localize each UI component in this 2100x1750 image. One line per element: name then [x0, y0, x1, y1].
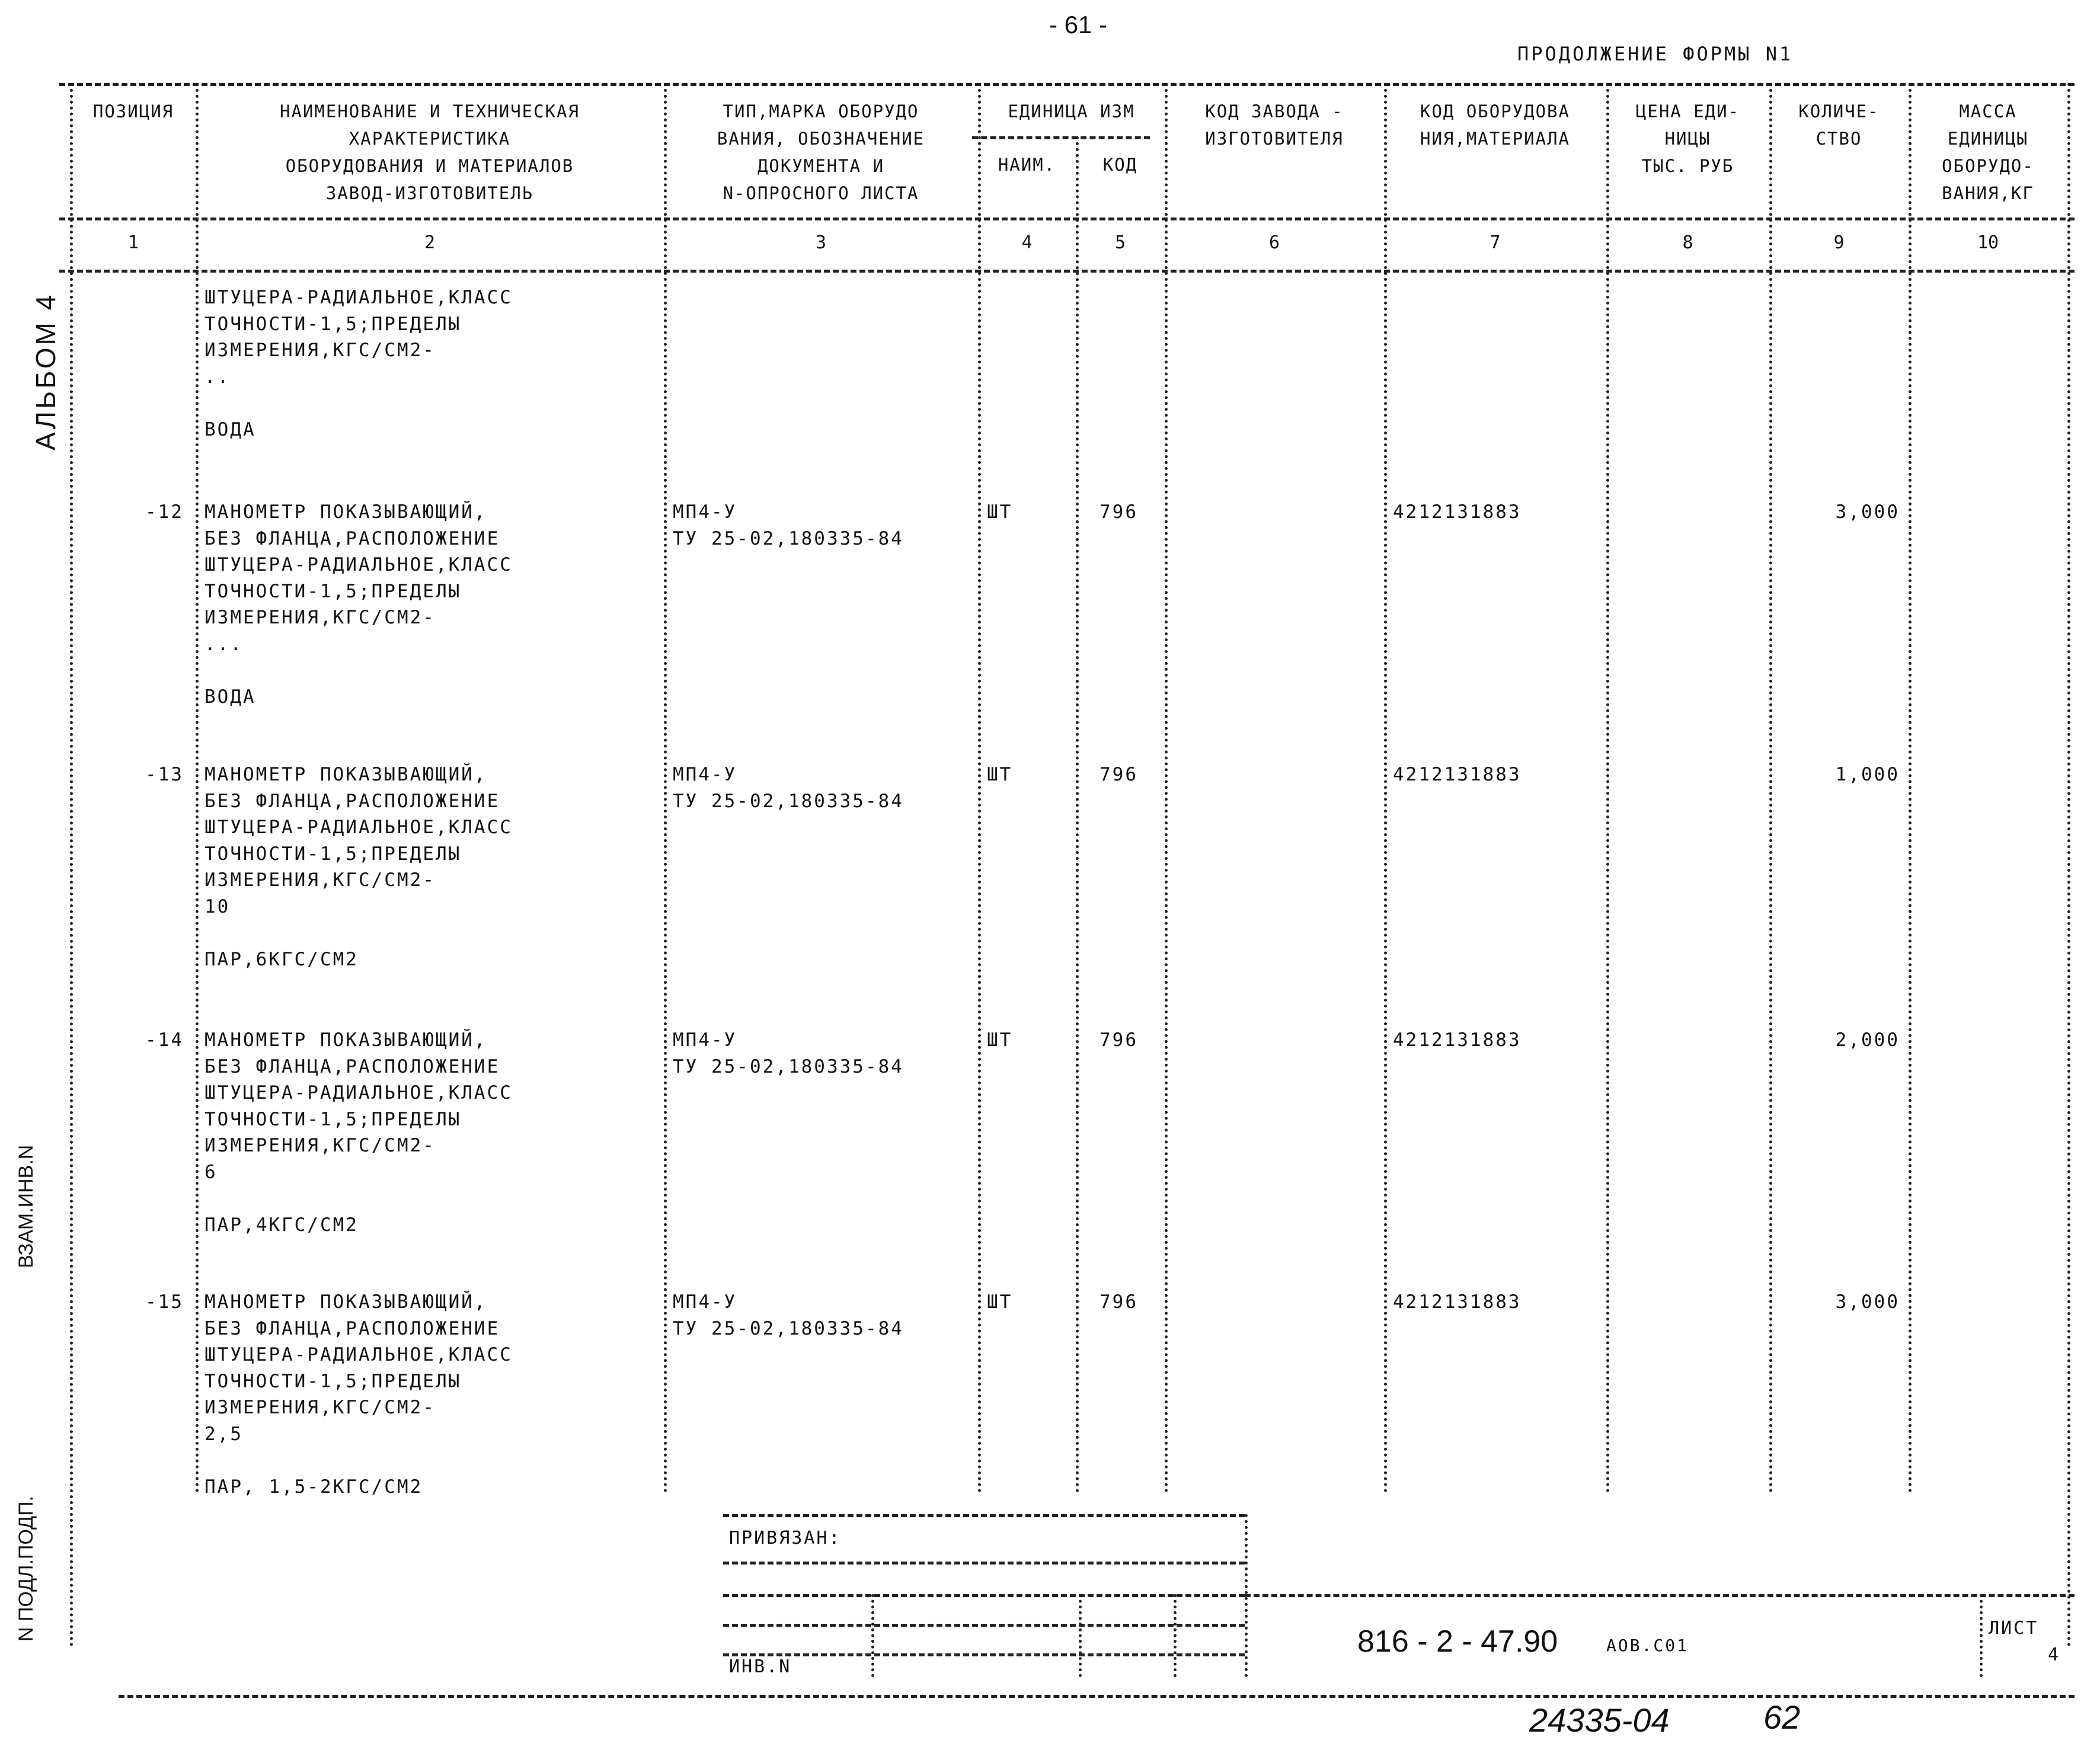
col-number-5: 5: [1114, 232, 1126, 253]
equipment-code-cell: 4212131883: [1393, 501, 1522, 523]
col-border-5: [1165, 83, 1168, 1493]
col-border-9: [1909, 83, 1912, 1493]
header-bottom-border: [59, 217, 2075, 220]
col-number-1: 1: [127, 232, 139, 253]
quantity-cell: 3,000: [1835, 1291, 1900, 1313]
equipment-code-cell: 4212131883: [1393, 764, 1522, 785]
sheet-label: ЛИСТ: [1989, 1618, 2039, 1639]
col-number-4: 4: [1021, 232, 1033, 253]
page-number: - 61 -: [1049, 11, 1108, 39]
unit-code-cell: 796: [1099, 501, 1138, 523]
column-numbers-border: [59, 270, 2075, 273]
col-number-10: 10: [1977, 232, 1999, 253]
col-border-right: [2067, 83, 2070, 1647]
col-border-4: [1076, 136, 1079, 1493]
header-quantity: КОЛИЧЕ- СТВО: [1798, 101, 1880, 149]
type-cell: МП4-У ТУ 25-02,180335-84: [673, 764, 904, 812]
col-number-2: 2: [424, 232, 436, 253]
header-type-mark: ТИП,МАРКА ОБОРУДО ВАНИЯ, ОБОЗНАЧЕНИЕ ДОКУМЕНТА И N-ОПРОСНОГО ЛИСТА: [717, 101, 925, 203]
col-border-8: [1769, 83, 1772, 1493]
header-unit-code: КОД: [1102, 155, 1138, 175]
description-cell: МАНОМЕТР ПОКАЗЫВАЮЩИЙ, БЕЗ ФЛАНЦА,РАСПОЛОЖЕНИЕ ШТУЦЕРА-РАДИАЛЬНОЕ,КЛАСС ТОЧНОСТИ-1,5;ПРЕДЕЛЫ ИЗМЕРЕНИЯ,КГС/СМ2- 2,5 ПАР, 1,5-2КГС/СМ2: [204, 1291, 513, 1498]
unit-code-cell: 796: [1099, 1291, 1138, 1313]
equipment-code-cell: 4212131883: [1393, 1291, 1522, 1313]
header-unit-price: ЦЕНА ЕДИ- НИЦЫ ТЫС. РУБ: [1635, 101, 1740, 176]
archive-page: 62: [1763, 1698, 1801, 1736]
unit-name-cell: ШТ: [987, 1029, 1013, 1051]
unit-name-cell: ШТ: [987, 1291, 1013, 1313]
description-cell: МАНОМЕТР ПОКАЗЫВАЮЩИЙ, БЕЗ ФЛАНЦА,РАСПОЛОЖЕНИЕ ШТУЦЕРА-РАДИАЛЬНОЕ,КЛАСС ТОЧНОСТИ-1,5;ПРЕДЕЛЫ ИЗМЕРЕНИЯ,КГС/СМ2- 6 ПАР,4КГС/СМ2: [204, 1029, 513, 1236]
original-signature-label: N ПОДЛ.ПОДП.: [15, 1496, 37, 1642]
carried-description: ШТУЦЕРА-РАДИАЛЬНОЕ,КЛАСС ТОЧНОСТИ-1,5;ПРЕДЕЛЫ ИЗМЕРЕНИЯ,КГС/СМ2- .. ВОДА: [204, 287, 513, 440]
replacement-inventory-label: ВЗАМ.ИНВ.N: [15, 1144, 37, 1268]
col-number-6: 6: [1268, 232, 1280, 253]
unit-name-cell: ШТ: [987, 501, 1013, 523]
unit-name-cell: ШТ: [987, 764, 1013, 785]
title-block-border: [1245, 1594, 2075, 1597]
header-name-characteristics: НАИМЕНОВАНИЕ И ТЕХНИЧЕСКАЯ ХАРАКТЕРИСТИКА ОБОРУДОВАНИЯ И МАТЕРИАЛОВ ЗАВОД-ИЗГОТОВИТЕЛЬ: [280, 101, 580, 203]
archive-code: 24335-04: [1529, 1701, 1670, 1739]
col-border-6: [1384, 83, 1387, 1493]
sheet-box-border: [1980, 1594, 1983, 1677]
table-top-border: [59, 83, 2075, 86]
equipment-code-cell: 4212131883: [1393, 1029, 1522, 1051]
position-cell: -15: [145, 1291, 184, 1313]
position-cell: -12: [145, 501, 184, 523]
header-unit-name: НАИМ.: [998, 155, 1056, 175]
position-cell: -13: [145, 764, 184, 785]
album-label: АЛЬБОМ 4: [30, 292, 61, 450]
header-position: ПОЗИЦИЯ: [92, 101, 174, 121]
document-suffix: АОВ.С01: [1606, 1636, 1689, 1655]
document-designation: 816 - 2 - 47.90: [1357, 1624, 1558, 1659]
quantity-cell: 2,000: [1835, 1029, 1900, 1051]
header-unit-mass: МАССА ЕДИНИЦЫ ОБОРУДО- ВАНИЯ,КГ: [1942, 101, 2034, 203]
col-border-left: [70, 83, 73, 1647]
type-cell: МП4-У ТУ 25-02,180335-84: [673, 501, 904, 549]
type-cell: МП4-У ТУ 25-02,180335-84: [673, 1029, 904, 1077]
header-manufacturer-code: КОД ЗАВОДА - ИЗГОТОВИТЕЛЯ: [1205, 101, 1344, 149]
type-cell: МП4-У ТУ 25-02,180335-84: [673, 1291, 904, 1339]
position-cell: -14: [145, 1029, 184, 1051]
col-border-3: [978, 83, 981, 1493]
unit-code-cell: 796: [1099, 1029, 1138, 1051]
attached-by-label: ПРИВЯЗАН:: [729, 1528, 842, 1549]
unit-subheader-border: [972, 136, 1150, 139]
inventory-number-label: ИНВ.N: [729, 1656, 792, 1677]
form-continuation-label: ПРОДОЛЖЕНИЕ ФОРМЫ N1: [1517, 43, 1794, 65]
description-cell: МАНОМЕТР ПОКАЗЫВАЮЩИЙ, БЕЗ ФЛАНЦА,РАСПОЛОЖЕНИЕ ШТУЦЕРА-РАДИАЛЬНОЕ,КЛАСС ТОЧНОСТИ-1,5;ПРЕДЕЛЫ ИЗМЕРЕНИЯ,КГС/СМ2- 10 ПАР,6КГС/СМ2: [204, 764, 513, 970]
col-number-8: 8: [1682, 232, 1693, 253]
col-number-9: 9: [1833, 232, 1845, 253]
header-unit: ЕДИНИЦА ИЗМ: [1008, 101, 1135, 121]
col-border-1: [196, 83, 199, 1493]
quantity-cell: 1,000: [1835, 764, 1900, 785]
col-border-2: [664, 83, 667, 1493]
col-number-7: 7: [1490, 232, 1501, 253]
header-equipment-code: КОД ОБОРУДОВА НИЯ,МАТЕРИАЛА: [1420, 101, 1570, 149]
col-number-3: 3: [815, 232, 827, 253]
col-border-7: [1606, 83, 1609, 1493]
quantity-cell: 3,000: [1835, 501, 1900, 523]
unit-code-cell: 796: [1099, 764, 1138, 785]
sheet-number: 4: [2048, 1645, 2061, 1665]
description-cell: МАНОМЕТР ПОКАЗЫВАЮЩИЙ, БЕЗ ФЛАНЦА,РАСПОЛОЖЕНИЕ ШТУЦЕРА-РАДИАЛЬНОЕ,КЛАСС ТОЧНОСТИ-1,5;ПРЕДЕЛЫ ИЗМЕРЕНИЯ,КГС/СМ2- ... ВОДА: [204, 501, 513, 708]
